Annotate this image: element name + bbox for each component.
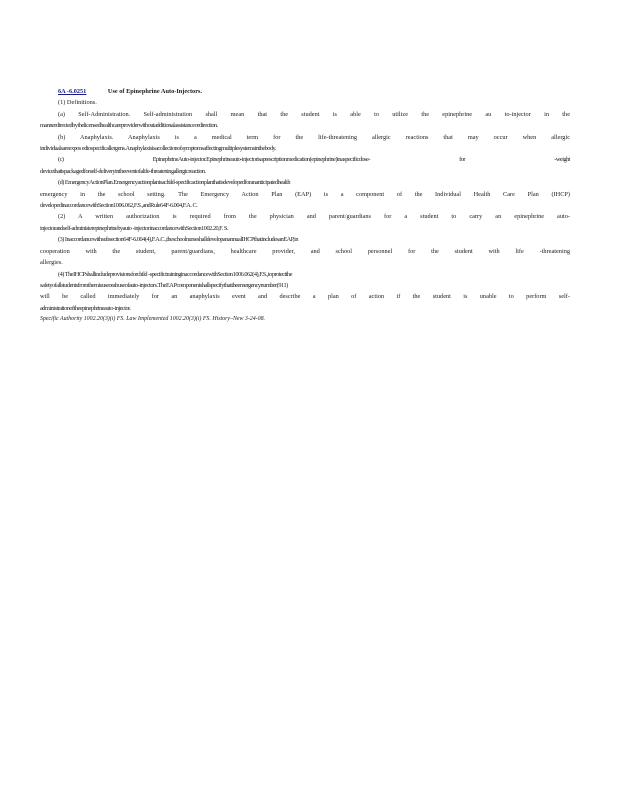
rule-number: 6A -6.0251 bbox=[58, 88, 87, 95]
rule-text-line: (b) Anaphylaxis. Anaphylaxis is a medical term for the life-threatening allergic reactions that may occur when allergic bbox=[58, 133, 570, 141]
rule-history: Specific Authority 1002.20(3)(i) FS. Law Implemented 1002.20(3)(i) FS. History–New 3-24-08. bbox=[40, 316, 266, 323]
rule-text-line: individualsareexpos edtospecificallergens.Anaphylaxisisacollectionofsymptomsaffectingmultiplesystemsinthebody. bbox=[40, 145, 276, 153]
rule-body bbox=[40, 97, 570, 314]
rule-heading bbox=[40, 86, 570, 97]
rule-text-line: mannerdirectedbythelicensedhealthcareproviderwithoutadditionalassistanceordirection. bbox=[40, 122, 218, 130]
rule-text-line: (2) A written authorization is required from the physician and parent/guardians for a student to carry an epinephrine auto- bbox=[58, 213, 570, 221]
rule-text-line: (c) EpinephrineAuto-injector.Epinephrineauto-injectorisaprescriptionmedication(epinephrine)inaspecificdose- for -weight bbox=[58, 156, 570, 164]
rule-text-line: (4) TheIHCPshallincludeprovisionsforchild -specifictraininginaccordancewithSection1006.062(4),F.S.,toprotectthe bbox=[58, 270, 292, 278]
rule-text-line: (3) Inaccordancewithsubsection64F-6.004(4),F.A.C.,theschoolnurseshalldevelopanannualIHCPthatincludesanEAP,in bbox=[58, 236, 298, 244]
rule-text-line: injectorandself-administerepinephrinebyauto -injectorinaccordancewithSection1002.20,F. S. bbox=[40, 224, 228, 232]
rule-text-line: devicethatispackagedforself-deliveryintheeventofalife-threateningallergicreaction. bbox=[40, 167, 206, 175]
rule-document bbox=[40, 86, 570, 326]
rule-text-line: (d) EmergencyActionPlan.Emergencyactionplanisachild-specificactionplanthatisdevelopedforananticipatedhealth bbox=[58, 179, 290, 187]
rule-text-line: (a) Self-Administration. Self-administration shall mean that the student is able to utilize the epinephrine au to-injector in the bbox=[58, 110, 570, 118]
rule-text-line: safetyofallstudentsfromthemisuseorabuseofauto-injectors.TheEAPcomponentshallspecifythattheemergencynumber(911) bbox=[40, 281, 288, 289]
rule-text-line: administrationoftheepinephrineauto-injector. bbox=[40, 304, 131, 312]
rule-text-line: (1) Definitions. bbox=[58, 99, 97, 107]
rule-text-line: developedinaccordancewithSection1006.062,F.S.,andRule64F-6.004,F.A. C. bbox=[40, 202, 198, 210]
rule-text-line: cooperation with the student, parent/guardians, healthcare provider, and school personnel for the student with life -threatening bbox=[40, 247, 570, 255]
rule-text-line: allergies. bbox=[40, 259, 63, 267]
rule-text-line: will be called immediately for an anaphylaxis event and describe a plan of action if the student is unable to perform self- bbox=[40, 293, 570, 301]
rule-title: Use of Epinephrine Auto-Injectors. bbox=[107, 88, 203, 95]
rule-text-line: emergency in the school setting. The Emergency Action Plan (EAP) is a component of the Individual Health Care Plan (IHCP) bbox=[40, 190, 570, 198]
